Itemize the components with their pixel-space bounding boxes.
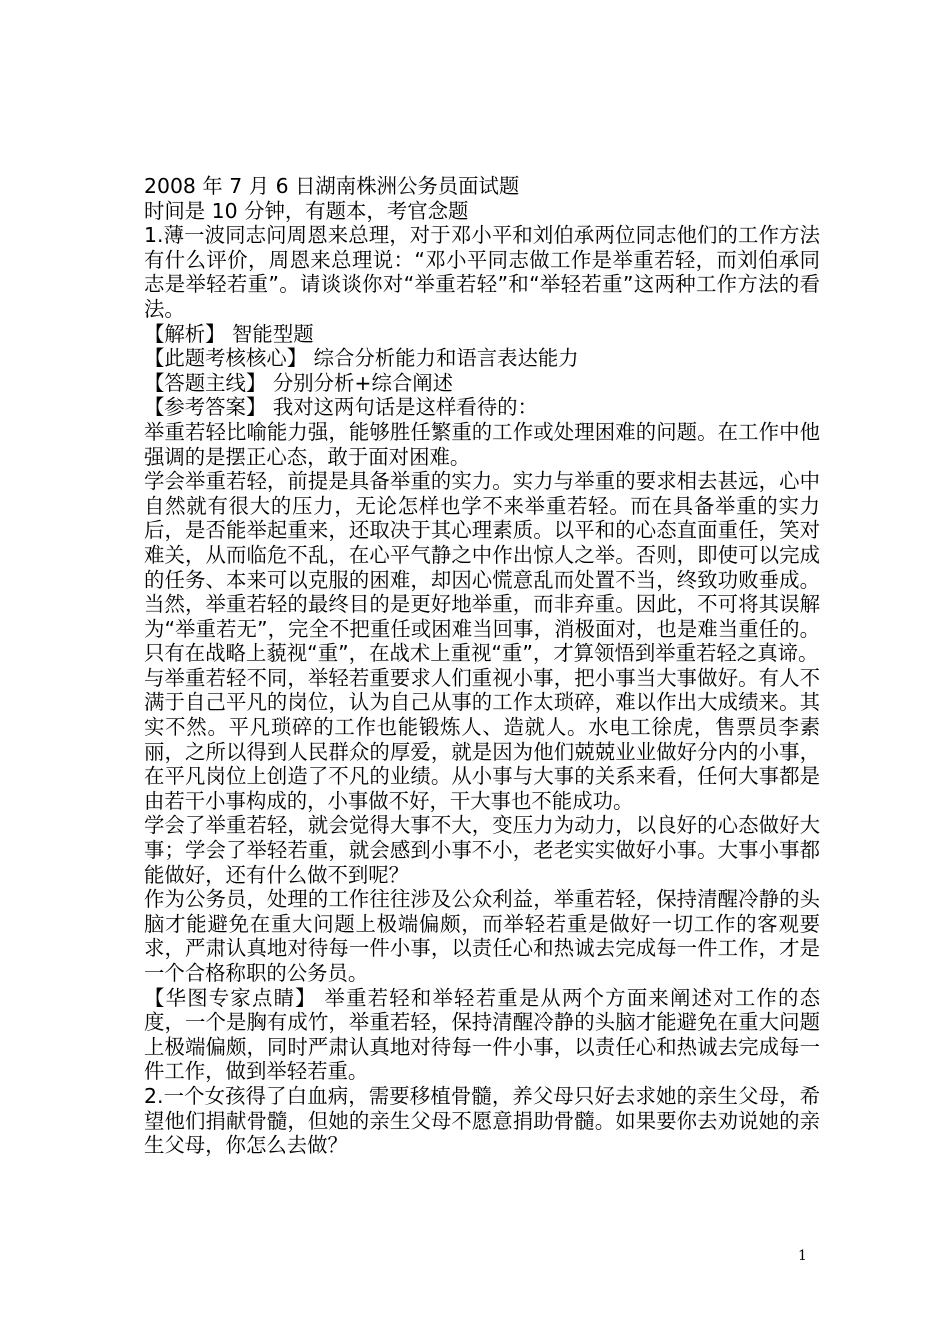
mainline-line: 【答题主线】 分别分析+综合阐述 — [144, 370, 454, 395]
core-line: 【此题考核核心】 综合分析能力和语言表达能力 — [144, 346, 579, 371]
document-title: 2008 年 7 月 6 日湖南株洲公务员面试题 — [144, 174, 520, 198]
question-2: 2.一个女孩得了白血病，需要移植骨髓，养父母只好去求她的亲生父母，希望他们捐献骨髓，但她的亲生父母不愿意捐助骨髓。如果要你去劝说她的亲生父母，你怎么去做？ — [144, 1083, 820, 1158]
exam-info: 时间是 10 分钟，有题本，考官念题 — [144, 198, 469, 223]
answer-paragraph: 作为公务员，处理的工作往往涉及公众利益，举重若轻，保持清醒冷静的头脑才能避免在重大问题上极端偏颇，而举轻若重是做好一切工作的客观要求，严肃认真地对待每一件小事，以责任心和热诚去完成每一件工作，才是一个合格称职的公务员。 — [144, 887, 820, 985]
document-body — [144, 174, 820, 1158]
answer-paragraph: 举重若轻比喻能力强，能够胜任繁重的工作或处理困难的问题。在工作中他强调的是摆正心态，敢于面对困难。 — [144, 419, 820, 469]
answer-paragraph: 学会了举重若轻，就会觉得大事不大，变压力为动力，以良好的心态做好大事；学会了举轻若重，就会感到小事不小，老老实实做好小事。大事小事都能做好，还有什么做不到呢？ — [144, 813, 820, 887]
answer-intro: 【参考答案】 我对这两句话是这样看待的： — [144, 395, 538, 420]
expert-comment: 【华图专家点睛】 举重若轻和举轻若重是从两个方面来阐述对工作的态度，一个是胸有成竹，举重若轻，保持清醒冷静的头脑才能避免在重大问题上极端偏颇，同时严肃认真地对待每一件小事，以责任心和热诚去完成每一件工作，做到举轻若重。 — [144, 985, 820, 1084]
page-number: 1 — [798, 1248, 807, 1264]
answer-paragraph: 与举重若轻不同，举轻若重要求人们重视小事，把小事当大事做好。有人不满于自己平凡的岗位，认为自己从事的工作太琐碎，难以作出大成绩来。其实不然。平凡琐碎的工作也能锻炼人、造就人。水电工徐虎，售票员李素丽，之所以得到人民群众的厚爱，就是因为他们兢兢业业做好分内的小事，在平凡岗位上创造了不凡的业绩。从小事与大事的关系来看，任何大事都是由若干小事构成的，小事做不好，干大事也不能成功。 — [144, 665, 820, 813]
question-1: 1.薄一波同志问周恩来总理，对于邓小平和刘伯承两位同志他们的工作方法有什么评价，周恩来总理说：“邓小平同志做工作是举重若轻，而刘伯承同志是举轻若重”。请谈谈你对“举重若轻”和“举轻若重”这两种工作方法的看法。 — [144, 223, 820, 321]
analysis-line: 【解析】 智能型题 — [144, 321, 314, 346]
answer-paragraph: 学会举重若轻，前提是具备举重的实力。实力与举重的要求相去甚远，心中自然就有很大的压力，无论怎样也学不来举重若轻。而在具备举重的实力后，是否能举起重来，还取决于其心理素质。以平和的心态直面重任，笑对难关，从而临危不乱，在心平气静之中作出惊人之举。否则，即使可以完成的任务、本来可以克服的困难，却因心慌意乱而处置不当，终致功败垂成。当然，举重若轻的最终目的是更好地举重，而非弃重。因此，不可将其误解为“举重若无”，完全不把重任或困难当回事，消极面对，也是难当重任的。只有在战略上藐视“重”，在战术上重视“重”，才算领悟到举重若轻之真谛。 — [144, 469, 820, 666]
